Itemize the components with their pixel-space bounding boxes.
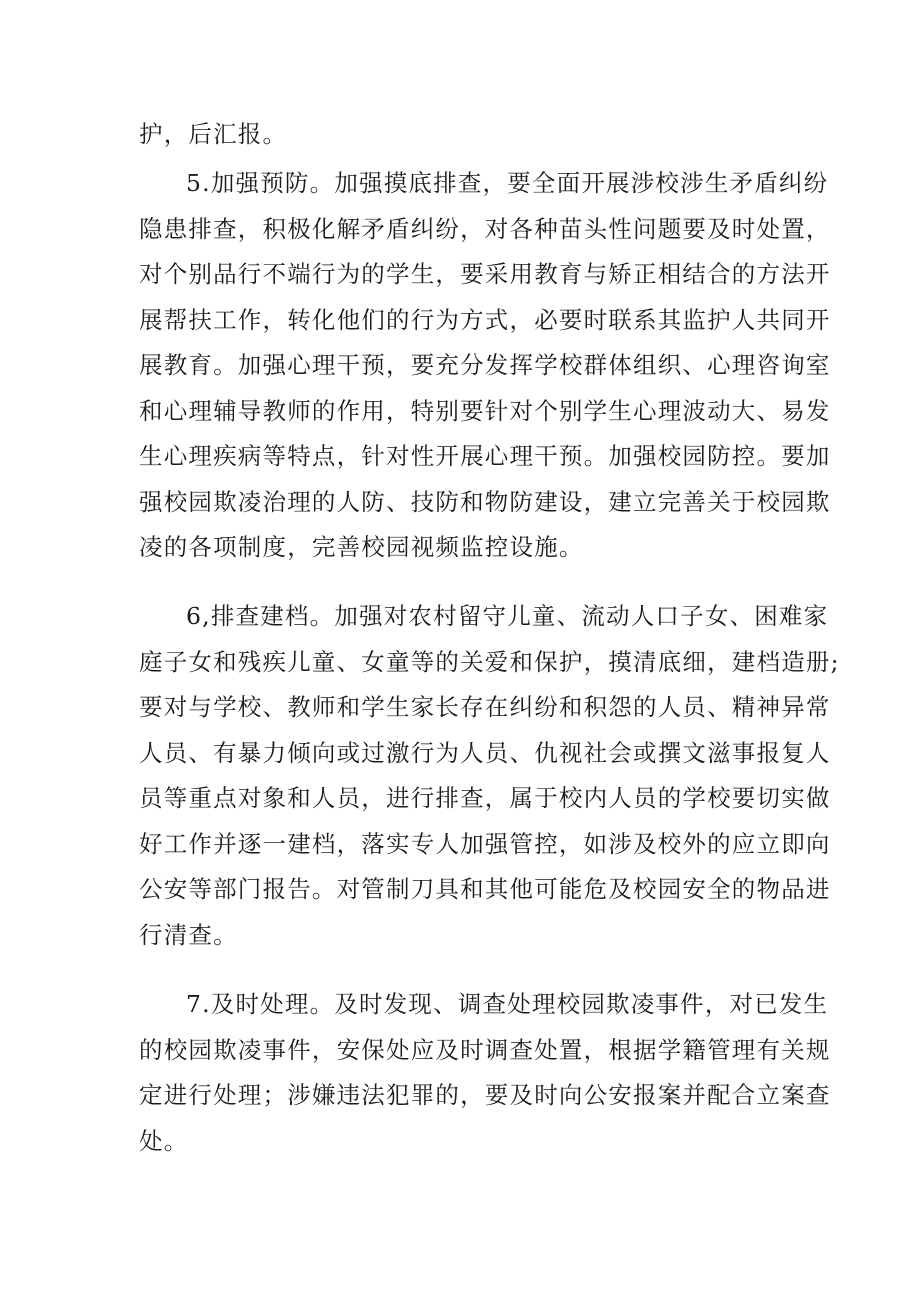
paragraph-line: 对个别品行不端行为的学生，要采用教育与矫正相结合的方法开 — [139, 260, 831, 288]
paragraph-line: 护，后汇报。 — [139, 120, 288, 148]
paragraph-line: 生心理疾病等特点，针对性开展心理干预。加强校园防控。要加 — [139, 442, 831, 470]
continuation-paragraph — [139, 112, 791, 158]
paragraph-line: 要对与学校、教师和学生家长存在纠纷和积怨的人员、精神异常 — [139, 693, 831, 721]
paragraph-6-investigation-filing — [139, 594, 840, 958]
paragraph-line: 和心理辅导教师的作用，特别要针对个别学生心理波动大、易发 — [139, 396, 831, 425]
paragraph-7-timely-handling — [139, 982, 831, 1164]
paragraph-line: 的校园欺凌事件，安保处应及时调查处置，根据学籍管理有关规 — [139, 1035, 831, 1064]
paragraph-line: 展帮扶工作，转化他们的行为方式，必要时联系其监护人共同开 — [139, 305, 831, 334]
paragraph-line: 定进行处理；涉嫌违法犯罪的，要及时向公安报案并配合立案查 — [139, 1081, 831, 1109]
paragraph-line: 行清查。 — [139, 920, 238, 949]
paragraph-line: 6,排查建档。加强对农村留守儿童、流动人口子女、困难家 — [186, 602, 829, 630]
paragraph-line: 7.及时处理。及时发现、调查处理校园欺凌事件，对已发生 — [186, 990, 829, 1018]
paragraph-line: 凌的各项制度，完善校园视频监控设施。 — [139, 533, 584, 561]
paragraph-line: 隐患排查，积极化解矛盾纠纷，对各种苗头性问题要及时处置， — [139, 214, 831, 243]
paragraph-line: 人员、有暴力倾向或过激行为人员、仇视社会或撰文滋事报复人 — [139, 738, 831, 767]
paragraph-line: 庭子女和残疾儿童、女童等的关爱和保护，摸清底细，建档造册; — [139, 647, 840, 676]
paragraph-line: 展教育。加强心理干预，要充分发挥学校群体组织、心理咨询室 — [139, 351, 831, 379]
paragraph-line: 处。 — [139, 1126, 189, 1155]
paragraph-line: 5.加强预防。加强摸底排查，要全面开展涉校涉生矛盾纠纷 — [186, 169, 829, 197]
paragraph-5-prevention — [139, 161, 831, 571]
paragraph-line: 员等重点对象和人员，进行排查，属于校内人员的学校要切实做 — [139, 784, 831, 812]
paragraph-line: 公安等部门报告。对管制刀具和其他可能危及校园安全的物品进 — [139, 875, 831, 903]
paragraph-line: 好工作并逐一建档，落实专人加强管控，如涉及校外的应立即向 — [139, 829, 831, 858]
paragraph-line: 强校园欺凌治理的人防、技防和物防建设，建立完善关于校园欺 — [139, 487, 831, 516]
